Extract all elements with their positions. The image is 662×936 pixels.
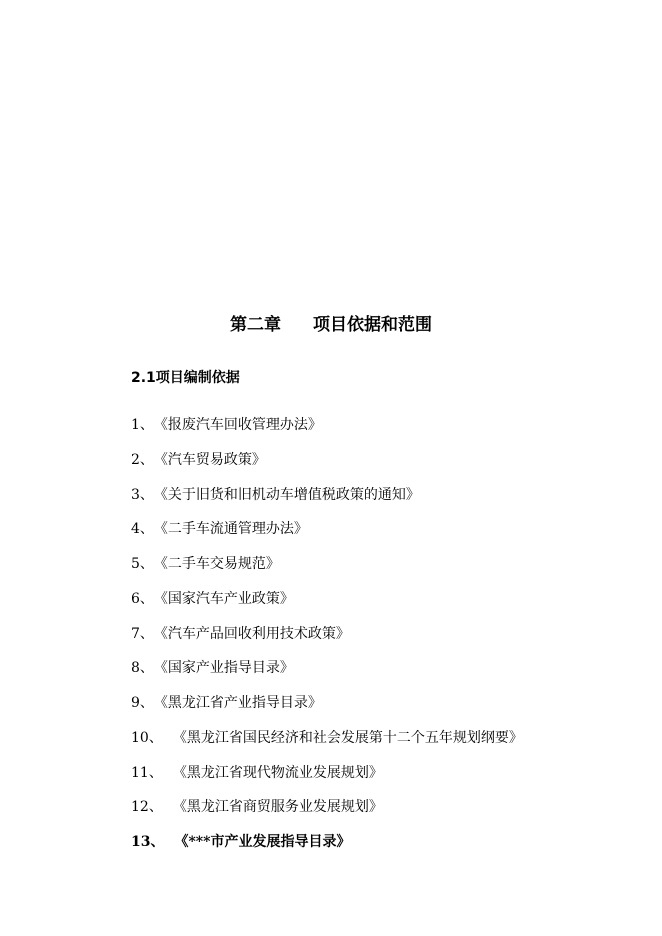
list-item-index: 12、 bbox=[131, 799, 163, 816]
list-item bbox=[131, 726, 523, 761]
list-item-text: 《***市产业发展指导目录》 bbox=[174, 834, 351, 850]
list-item-index: 13、 bbox=[131, 834, 165, 850]
list-item-text: 《报废汽车回收管理办法》 bbox=[153, 417, 322, 433]
list-item-text: 《二手车流通管理办法》 bbox=[153, 521, 308, 538]
list-item-text: 《关于旧货和旧机动车增值税政策的通知》 bbox=[153, 486, 420, 503]
list-item-text: 《二手车交易规范》 bbox=[153, 556, 280, 572]
chapter-number: 第二章 bbox=[230, 315, 281, 335]
list-item-text: 《黑龙江省商贸服务业发展规划》 bbox=[172, 799, 383, 816]
list-item bbox=[131, 587, 523, 622]
list-item bbox=[131, 830, 523, 865]
list-item bbox=[131, 622, 523, 657]
list-item-text: 《黑龙江省产业指导目录》 bbox=[153, 695, 322, 711]
list-item-index: 3、 bbox=[131, 486, 154, 503]
section-heading: 2.1项目编制依据 bbox=[131, 370, 240, 386]
list-item-index: 8、 bbox=[131, 660, 154, 677]
list-item-text: 《汽车产品回收利用技术政策》 bbox=[153, 625, 350, 642]
list-item-text: 《汽车贸易政策》 bbox=[153, 451, 266, 468]
list-item-index: 11、 bbox=[131, 764, 163, 781]
list-item-index: 9、 bbox=[131, 695, 154, 711]
list-item bbox=[131, 413, 523, 448]
list-item bbox=[131, 517, 523, 552]
chapter-name: 项目依据和范围 bbox=[313, 315, 432, 335]
list-item-index: 7、 bbox=[131, 625, 154, 642]
list-item-text: 《黑龙江省现代物流业发展规划》 bbox=[172, 764, 383, 781]
list-item-index: 10、 bbox=[131, 729, 163, 746]
list-item bbox=[131, 691, 523, 726]
list-item bbox=[131, 483, 523, 518]
list-item-index: 5、 bbox=[131, 556, 154, 572]
list-item-text: 《黑龙江省国民经济和社会发展第十二个五年规划纲要》 bbox=[172, 729, 523, 746]
list-item-index: 6、 bbox=[131, 590, 154, 607]
list-item-text: 《国家汽车产业政策》 bbox=[153, 590, 294, 607]
list-item bbox=[131, 448, 523, 483]
list-item-index: 1、 bbox=[131, 417, 154, 433]
list-item bbox=[131, 656, 523, 691]
list-item-index: 2、 bbox=[131, 451, 154, 468]
list-item bbox=[131, 795, 523, 830]
chapter-title bbox=[0, 313, 662, 337]
list-item bbox=[131, 552, 523, 587]
list-item-text: 《国家产业指导目录》 bbox=[153, 660, 294, 677]
list-item-index: 4、 bbox=[131, 521, 154, 538]
reference-list bbox=[131, 413, 523, 865]
list-item bbox=[131, 761, 523, 796]
